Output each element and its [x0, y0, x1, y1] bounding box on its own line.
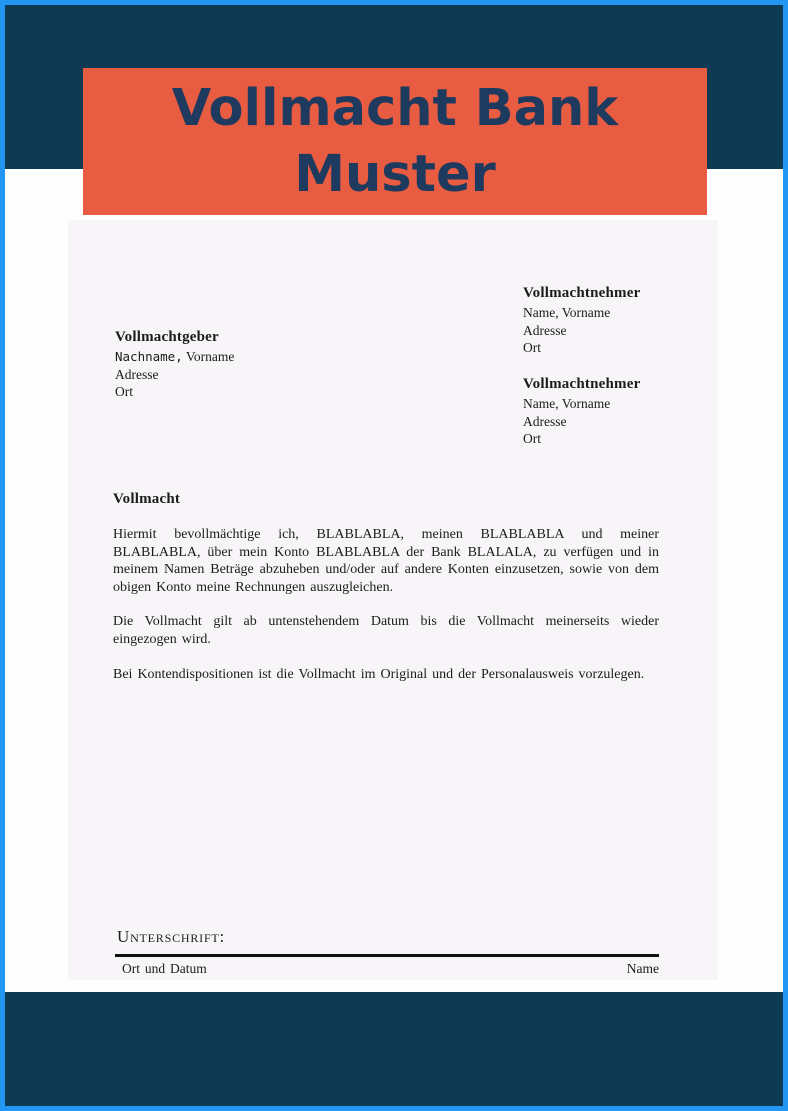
letter-document [68, 220, 718, 980]
sender-address-line: Adresse [115, 366, 159, 382]
sender-firstname: Vorname [185, 349, 235, 364]
recipient-block-1 [523, 284, 640, 357]
paragraph-2: Die Vollmacht gilt ab untenstehendem Datum bis die Vollmacht meinerseits wieder eingezogen wird. [113, 614, 659, 647]
recipient-address-line: Adresse [523, 322, 567, 338]
recipient-name-line: Name, Vorname [523, 305, 611, 320]
vollmacht-section-heading: Vollmacht [113, 491, 181, 507]
signature-line [115, 954, 659, 957]
recipient-block-2 [523, 375, 640, 448]
bottom-band [0, 992, 788, 1111]
sender-heading: Vollmachtgeber [115, 329, 219, 345]
signature-captions [115, 961, 659, 977]
sender-block [115, 328, 234, 401]
page-title-line1: Vollmacht Bank [171, 78, 619, 138]
title-banner [83, 68, 707, 215]
recipient-heading: Vollmachtnehmer [523, 376, 641, 392]
signature-caption-right: Name [626, 961, 659, 976]
sender-city-line: Ort [115, 384, 133, 399]
recipient-name-line: Name, Vorname [523, 396, 611, 411]
signature-caption-left: Ort und Datum [122, 961, 207, 976]
paragraph-1: Hiermit bevollmächtige ich, BLABLABLA, meinen BLABLABLA und meiner BLABLABLA, über mein Konto BLABLABLA der Bank BLALALA, zu verfügen und in meinem Namen Beträge abzuheben und/oder auf andere Konten einzusetzen, sowie von dem obigen Konto meine Rechnungen auszugleichen. [113, 527, 659, 595]
paragraph-3: Bei Kontendispositionen ist die Vollmacht im Original und der Personalausweis vorzulegen. [113, 666, 645, 682]
letter-body [113, 526, 659, 700]
sender-name-line [115, 348, 234, 366]
recipient-address-line: Adresse [523, 413, 567, 429]
signature-label: Unterschrift: [117, 927, 226, 946]
page-title-line2: Muster [294, 144, 496, 204]
recipient-city-line: Ort [523, 431, 541, 446]
recipient-city-line: Ort [523, 340, 541, 355]
sender-lastname: Nachname, [115, 349, 183, 364]
recipient-heading: Vollmachtnehmer [523, 285, 641, 301]
